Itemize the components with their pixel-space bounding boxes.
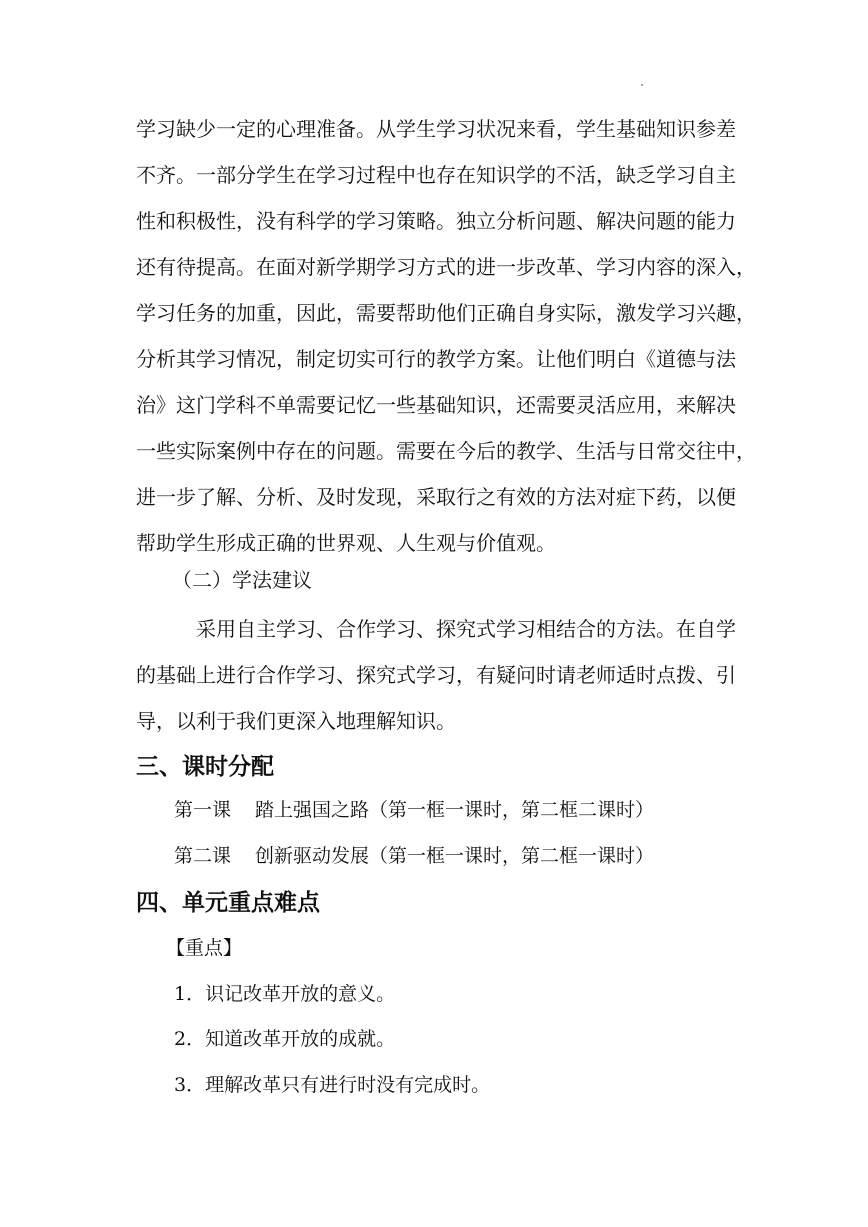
key-point-item: 1．识记改革开放的意义。 xyxy=(174,983,396,1005)
key-points-heading: 四、单元重点难点 xyxy=(136,890,320,916)
paragraph-line: 采用自主学习、合作学习、探究式学习相结合的方法。在自学 xyxy=(176,617,736,641)
paragraph-line: 学习任务的加重，因此，需要帮助他们正确自身实际，激发学习兴趣， xyxy=(136,301,756,325)
schedule-heading: 三、课时分配 xyxy=(136,754,274,780)
lesson-label: 第一课 xyxy=(174,799,232,821)
key-points-subtitle: 【重点】 xyxy=(166,937,243,959)
paragraph-line: 治》这门学科不单需要记忆一些基础知识，还需要灵活应用，来解决 xyxy=(136,393,736,417)
lesson-item xyxy=(174,796,654,824)
paragraph-line: 不齐。一部分学生在学习过程中也存在知识学的不活，缺乏学习自主 xyxy=(136,163,736,187)
paragraph-line: 性和积极性，没有科学的学习策略。独立分析问题、解决问题的能力 xyxy=(136,209,736,233)
paragraph-line: 导，以利于我们更深入地理解知识。 xyxy=(136,709,456,733)
study-advice-heading: （二）学法建议 xyxy=(172,568,312,592)
paragraph-line: 帮助学生形成正确的世界观、人生观与价值观。 xyxy=(136,531,556,555)
key-point-item: 3．理解改革只有进行时没有完成时。 xyxy=(174,1074,491,1096)
lesson-text: 踏上强国之路（第一框一课时，第二框二课时） xyxy=(255,799,655,821)
lesson-item xyxy=(174,842,654,870)
lesson-text: 创新驱动发展（第一框一课时，第二框一课时） xyxy=(255,845,655,867)
intro-paragraph xyxy=(136,106,756,566)
lesson-label: 第二课 xyxy=(174,845,232,867)
paragraph-line: 的基础上进行合作学习、探究式学习，有疑问时请老师适时点拨、引 xyxy=(136,663,736,687)
study-advice-paragraph xyxy=(136,606,736,744)
paragraph-line: 分析其学习情况，制定切实可行的教学方案。让他们明白《道德与法 xyxy=(136,347,736,371)
key-point-item: 2．知道改革开放的成就。 xyxy=(174,1028,396,1050)
paragraph-line: 一些实际案例中存在的问题。需要在今后的教学、生活与日常交往中， xyxy=(136,439,756,463)
paragraph-line: 还有待提高。在面对新学期学习方式的进一步改革、学习内容的深入， xyxy=(136,255,756,279)
paragraph-line: 进一步了解、分析、及时发现，采取行之有效的方法对症下药，以便 xyxy=(136,485,736,509)
page-mark xyxy=(641,84,643,86)
paragraph-line: 学习缺少一定的心理准备。从学生学习状况来看，学生基础知识参差 xyxy=(136,117,736,141)
